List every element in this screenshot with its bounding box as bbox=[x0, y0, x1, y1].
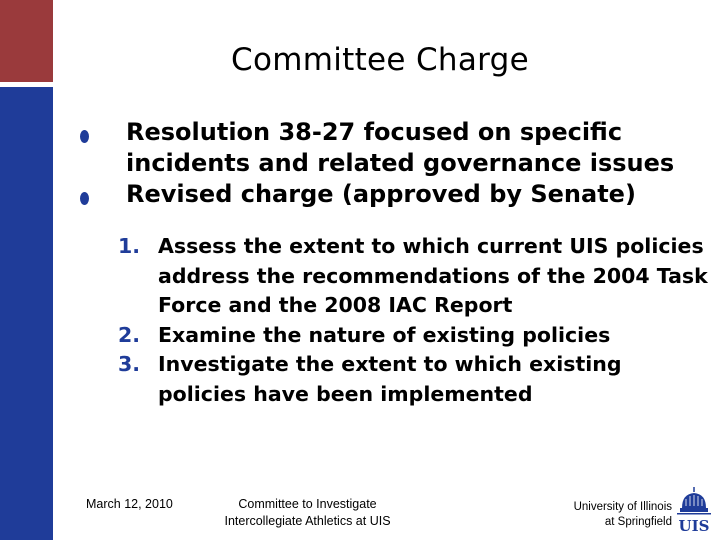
bullet-item bbox=[78, 179, 708, 210]
uis-dome-logo-icon bbox=[674, 486, 714, 534]
decorative-blue-bar bbox=[0, 87, 53, 540]
bullet-item bbox=[78, 117, 708, 179]
numbered-item bbox=[118, 232, 708, 321]
numbered-text: Investigate the extent to which existing policies have been implemented bbox=[158, 352, 622, 406]
bullet-icon bbox=[80, 192, 89, 205]
numbered-item bbox=[118, 350, 708, 409]
number-marker: 3. bbox=[118, 352, 141, 376]
bullet-text: Revised charge (approved by Senate) bbox=[126, 180, 636, 208]
number-marker: 2. bbox=[118, 322, 141, 347]
footer-university-line1: University of Illinois bbox=[573, 501, 672, 513]
footer-committee-line1: Committee to Investigate bbox=[238, 497, 377, 511]
footer-committee bbox=[205, 496, 410, 530]
numbered-text: Assess the extent to which current UIS policies address the recommendations of the 2004 Task Force and the 2008 IAC Report bbox=[158, 234, 708, 317]
footer-university-line2: at Springfield bbox=[604, 516, 672, 528]
numbered-list bbox=[118, 232, 708, 409]
footer-committee-line2: Intercollegiate Athletics at UIS bbox=[224, 514, 391, 528]
footer-university bbox=[560, 500, 672, 530]
numbered-text: Examine the nature of existing policies bbox=[158, 322, 611, 347]
bullet-icon bbox=[80, 130, 89, 143]
logo-text: UIS bbox=[678, 517, 710, 534]
number-marker: 1. bbox=[118, 234, 141, 258]
footer-date: March 12, 2010 bbox=[86, 497, 173, 511]
decorative-red-bar bbox=[0, 0, 53, 82]
bullet-text: Resolution 38-27 focused on specific incidents and related governance issues bbox=[126, 118, 675, 177]
numbered-item bbox=[118, 321, 708, 351]
bullet-list bbox=[78, 117, 708, 210]
slide-title: Committee Charge bbox=[231, 42, 529, 78]
